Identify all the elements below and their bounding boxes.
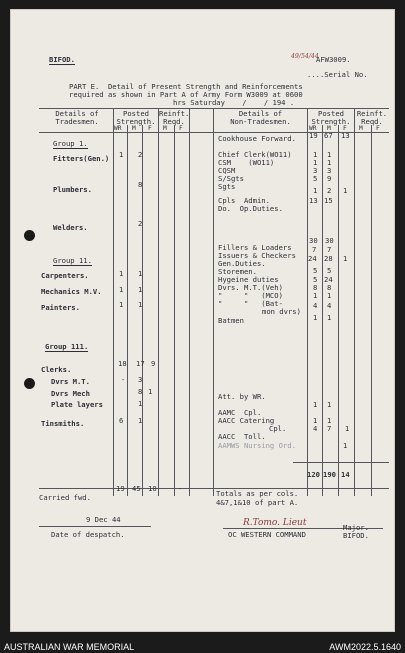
group-1-heading: Group 1.: [53, 139, 88, 148]
value-aamc-m: 1: [313, 400, 318, 409]
value-dvrs-mco-f: 1: [327, 291, 332, 300]
trade-dvrs-mech: Dvrs Mech: [51, 389, 90, 398]
role-csm: CSM (WO11): [218, 158, 275, 167]
value-clerks-f: 9: [151, 359, 156, 368]
value-carried-reinf: -: [178, 484, 183, 493]
value-clerks-wr: 18: [118, 359, 127, 368]
role-sgts: Sgts: [218, 182, 236, 191]
column-divider: [127, 125, 128, 496]
role-hygeine: Hygeine duties: [218, 275, 279, 284]
role-att-by-wr: Att. by WR.: [218, 392, 266, 401]
value-csm-f: 1: [327, 158, 332, 167]
value-fillers-m: 30: [309, 236, 318, 245]
date-rule: [39, 526, 151, 527]
value-sgts-reinf: 1: [343, 186, 348, 195]
value-carpenters-wr: 1: [119, 269, 124, 278]
subheader-m: M: [359, 125, 363, 132]
value-top-wr: 19: [309, 131, 318, 140]
value-cqsm-m: 3: [313, 166, 318, 175]
role-ssgts: S/Sgts: [218, 174, 244, 183]
value-dvrs-mech-m: 8: [138, 387, 143, 396]
role-cookhouse: Cookhouse Forward.: [218, 134, 296, 143]
value-fitters-wr: 1: [119, 150, 124, 159]
column-divider: [174, 125, 175, 496]
trade-mechanics: Mechanics M.V.: [41, 287, 102, 296]
document-page: [10, 9, 395, 632]
value-dvrs-bat-f: 4: [327, 301, 332, 310]
value-total-m: 190: [323, 470, 336, 479]
archive-source: AUSTRALIAN WAR MEMORIAL: [4, 642, 135, 652]
trade-fitters: Fitters(Gen.): [53, 154, 110, 163]
carried-forward-label: Carried fwd.: [39, 493, 91, 502]
value-issuers-wr: 7: [312, 245, 317, 254]
archive-footer: [0, 641, 405, 653]
despatch-date-label: Date of despatch.: [51, 530, 125, 539]
value-storemen-m: 5: [313, 266, 318, 275]
despatch-date: 9 Dec 44: [86, 515, 121, 524]
form-number: AFW3009.: [316, 55, 351, 64]
role-fillers: Fillers & Loaders: [218, 243, 292, 252]
role-issuers: Issuers & Checkers: [218, 251, 296, 260]
value-carpenters-m: 1: [138, 269, 143, 278]
unit-heading: BIFOD.: [49, 55, 75, 64]
value-mechanics-wr: 1: [119, 285, 124, 294]
value-chief-clerk-f: 1: [327, 150, 332, 159]
signatory-unit: BIFOD.: [343, 531, 369, 540]
value-fillers-f: 30: [325, 236, 334, 245]
value-mon-dvrs-f: 1: [327, 313, 332, 322]
role-cpls-admin: Cpls Admin.: [218, 196, 270, 205]
value-dvrs-veh-f: 8: [327, 283, 332, 292]
value-mon-dvrs-m: 1: [313, 313, 318, 322]
subheader-wr: WR: [114, 125, 122, 132]
column-divider: [371, 125, 372, 496]
trade-carpenters: Carpenters.: [41, 271, 89, 280]
value-top-m: 67: [324, 131, 333, 140]
value-hygeine-f: 24: [324, 275, 333, 284]
value-gen-duties-wr: 24: [308, 254, 317, 263]
trade-painters: Painters.: [41, 303, 80, 312]
subheader-m: M: [132, 125, 136, 132]
column-divider: [354, 108, 355, 496]
role-cqsm: CQSM: [218, 166, 236, 175]
value-tinsmiths-wr: 6: [119, 416, 124, 425]
column-header-posted-strength: Posted Strength.: [311, 109, 351, 126]
signature-label: OC WESTERN COMMAND: [228, 530, 306, 539]
value-storemen-f: 5: [327, 266, 332, 275]
value-catering-f: 1: [327, 416, 332, 425]
punch-hole: [24, 378, 35, 389]
value-cqsm-f: 3: [327, 166, 332, 175]
column-header-non-tradesmen: Details of Non-Tradesmen.: [230, 109, 291, 126]
role-storemen: Storemen.: [218, 267, 257, 276]
value-top-f: 13: [341, 131, 350, 140]
table-header-rule: [39, 132, 389, 133]
trade-tinsmiths: Tinsmiths.: [41, 419, 85, 428]
value-fitters-m: 2: [138, 150, 143, 159]
role-chief-clerk: Chief Clerk(WO11): [218, 150, 292, 159]
value-dvrs-bat-m: 4: [313, 301, 318, 310]
value-carried-f: 10: [148, 484, 157, 493]
value-carried-m: 45: [132, 484, 141, 493]
title-line-1: PART E. Detail of Present Strength and Reinforcements: [69, 82, 303, 91]
column-divider: [113, 108, 114, 496]
role-gen-duties: Gen.Duties.: [218, 259, 266, 268]
value-tinsmiths-m: 1: [138, 416, 143, 425]
value-painters-m: 1: [138, 300, 143, 309]
title-line-2: required as shown in Part A of Army Form W3009 at 0600: [69, 90, 303, 99]
signatory-rank: Major.: [343, 523, 369, 532]
column-header-reinforcements: Reinft. Reqd.: [159, 109, 190, 126]
value-issuers-m: 7: [327, 245, 332, 254]
signature: R.Tomo. Lieut: [243, 518, 307, 528]
column-divider: [307, 108, 308, 496]
subheader-f: F: [148, 125, 152, 132]
role-mon-dvrs: mon dvrs): [262, 307, 301, 316]
value-ssgts-m: 5: [313, 174, 318, 183]
value-carried-wr: 19: [116, 484, 125, 493]
value-sgts-f: 2: [327, 186, 332, 195]
trade-dvrs-mt: Dvrs M.T.: [51, 377, 90, 386]
role-aacc-toll: AACC Toll.: [218, 432, 266, 441]
role-cpl: Cpl.: [269, 424, 287, 433]
title-line-3: hrs Saturday / / 194 .: [173, 98, 295, 107]
totals-note-line-2: 4&7,1&10 of part A.: [216, 498, 299, 507]
role-dvrs-bat: " " (Bat-: [218, 299, 283, 308]
role-batmen: Batmen: [218, 316, 244, 325]
subheader-m: M: [327, 125, 331, 132]
value-cpl-m: 4: [313, 424, 318, 433]
punch-hole: [24, 230, 35, 241]
value-sgts-m: 1: [313, 186, 318, 195]
value-nursing-f: 1: [343, 441, 348, 450]
role-aacc-catering: AACC Catering: [218, 416, 275, 425]
table-bottom-rule: [39, 488, 389, 489]
role-do-op-duties: Do. Op.Duties.: [218, 204, 283, 213]
subheader-f: F: [376, 125, 380, 132]
value-plumbers-m: 8: [138, 180, 143, 189]
value-cpl-reinf: 1: [345, 424, 350, 433]
value-gen-duties-f: 1: [343, 254, 348, 263]
value-ssgts-f: 9: [327, 174, 332, 183]
totals-note-line-1: Totals as per cols.: [216, 489, 299, 498]
subheader-f: F: [343, 125, 347, 132]
column-header-posted-strength: Posted Strength.: [116, 109, 156, 126]
trade-plumbers: Plumbers.: [53, 185, 92, 194]
role-aamws-nursing: AAMWS Nursing Ord.: [218, 441, 296, 450]
handwritten-reference: 49/54/44: [291, 53, 319, 60]
value-csm-m: 1: [313, 158, 318, 167]
value-gen-duties-m: 28: [324, 254, 333, 263]
role-dvrs-mco: " " (MCO): [218, 291, 283, 300]
value-aamc-f: 1: [327, 400, 332, 409]
value-total-wr: 120: [307, 470, 320, 479]
role-dvrs-veh: Dvrs. M.T.(Veh): [218, 283, 283, 292]
archive-accession-number: AWM2022.5.1640: [329, 642, 401, 652]
value-cpl-f: 7: [327, 424, 332, 433]
subheader-wr: WR: [309, 125, 317, 132]
group-2-heading: Group 11.: [53, 256, 92, 265]
column-divider: [189, 108, 190, 496]
value-mechanics-m: 1: [138, 285, 143, 294]
value-painters-wr: 1: [119, 300, 124, 309]
value-plate-layers-m: 1: [138, 399, 143, 408]
value-total-f: 14: [341, 470, 350, 479]
value-cpls-f: 15: [324, 196, 333, 205]
column-header-reinforcements: Reinft. Reqd.: [356, 109, 388, 126]
value-dvrs-mt-wr: -: [121, 375, 126, 384]
value-dvrs-veh-m: 8: [313, 283, 318, 292]
value-welders-m: 2: [138, 219, 143, 228]
subheader-f: F: [179, 125, 183, 132]
column-divider: [338, 125, 339, 496]
value-hygeine-m: 5: [313, 275, 318, 284]
role-aamc-cpl: AAMC Cpl.: [218, 408, 262, 417]
column-header-tradesmen: Details of Tradesmen.: [55, 109, 99, 126]
value-clerks-m: 17: [136, 359, 145, 368]
subheader-m: M: [163, 125, 167, 132]
value-dvrs-mt-m: 3: [138, 375, 143, 384]
trade-plate-layers: Plate layers: [51, 400, 103, 409]
value-chief-clerk-m: 1: [313, 150, 318, 159]
value-dvrs-mech-f: 1: [148, 387, 153, 396]
serial-number: ....Serial No.: [307, 70, 368, 79]
value-catering-m: 1: [313, 416, 318, 425]
trade-welders: Welders.: [53, 223, 88, 232]
value-cpls-m: 13: [309, 196, 318, 205]
column-divider: [322, 125, 323, 496]
column-divider: [158, 108, 159, 496]
column-divider: [213, 108, 214, 496]
group-3-heading: Group 111.: [45, 342, 89, 351]
trade-clerks: Clerks.: [41, 365, 72, 374]
value-dvrs-mco-m: 1: [313, 291, 318, 300]
